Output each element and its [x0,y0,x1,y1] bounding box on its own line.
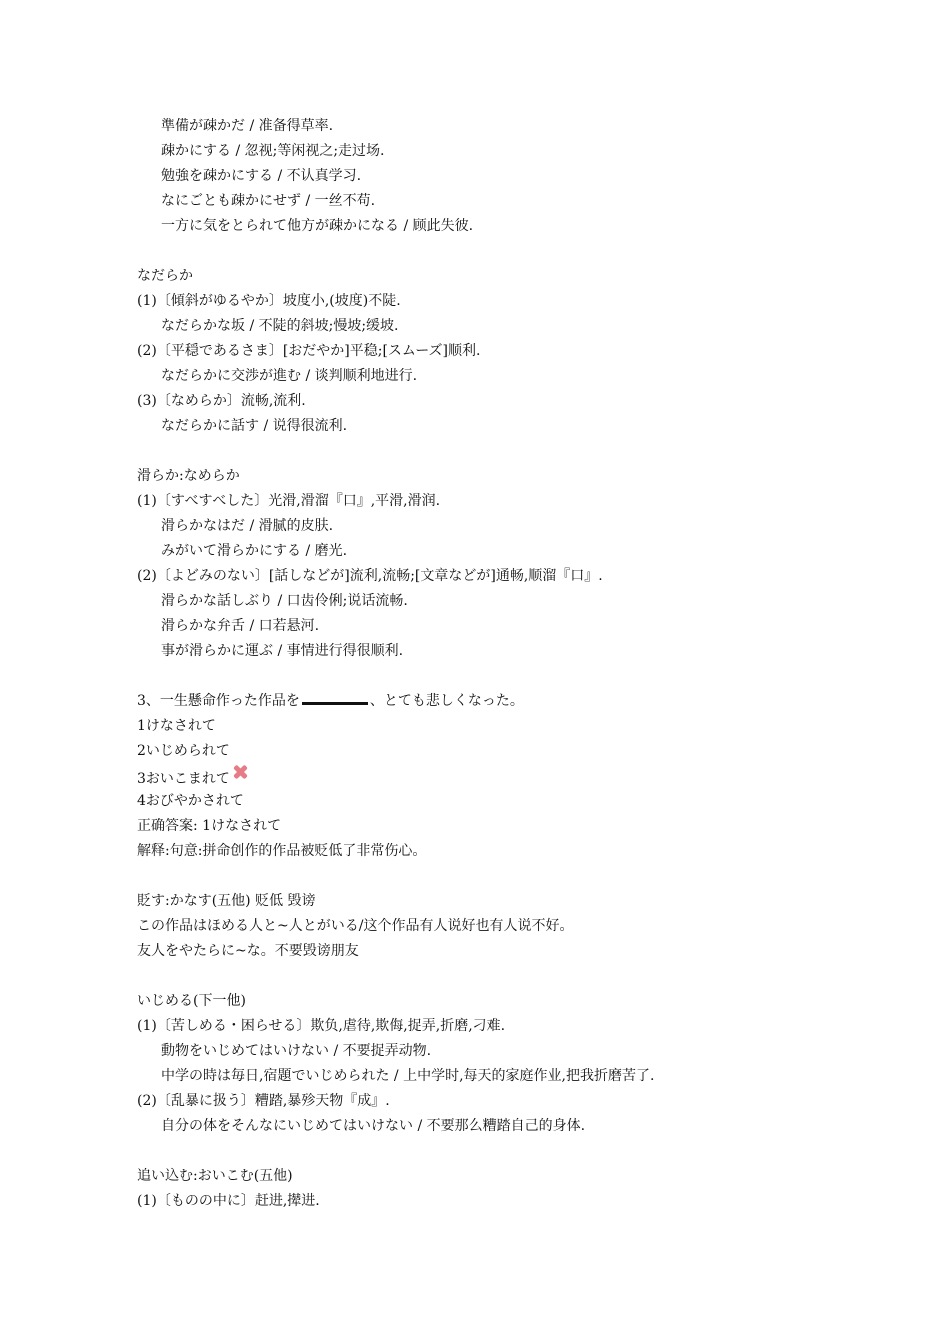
explanation: 解释:句意:拼命创作的作品被贬低了非常伤心。 [137,843,427,859]
example-line: この作品はほめる人と~人とがいる/这个作品有人说好也有人说不好。 [137,918,574,934]
example-line: 疎かにする / 忽视;等闲视之;走过场. [161,143,385,159]
spacer [137,1139,917,1164]
spacer [137,664,917,689]
sense-line: (2)〔乱暴に扱う〕糟踏,暴殄天物『成』. [137,1093,390,1109]
option-3 [137,764,917,789]
option-3-label: 3おいこまれて [137,771,230,787]
option-4: 4おびやかされて [137,793,244,809]
document-body [137,114,917,1214]
sense-line: (1)〔苦しめる・困らせる〕欺负,虐待,欺侮,捉弄,折磨,刁难. [137,1018,506,1034]
sense-line: (1)〔傾斜がゆるやか〕坡度小,(坡度)不陡. [137,293,401,309]
example-line: なだらかに話す / 说得很流利. [161,418,348,434]
option-2: 2いじめられて [137,743,230,759]
example-line: なだらかな坂 / 不陡的斜坡;慢坡;缓坡. [161,318,399,334]
question-stem-after: 、とても悲しくなった。 [369,693,524,709]
entry-heading-kenasu: 貶す:かなす(五他) 贬低 毁谤 [137,893,316,909]
example-line: みがいて滑らかにする / 磨光. [161,543,348,559]
sense-line: (1)〔すべすべした〕光滑,滑溜『口』,平滑,滑润. [137,493,441,509]
spacer [137,864,917,889]
cross-mark-icon [232,764,248,780]
example-line: 友人をやたらに~な。不要毁谤朋友 [137,943,359,959]
entry-heading-nadaraka: なだらか [137,268,193,284]
example-line: 自分の体をそんなにいじめてはいけない / 不要那么糟踏自己的身体. [161,1118,586,1134]
correct-answer: 正确答案: 1けなされて [137,818,282,834]
sense-line: (2)〔平穏であるさま〕[おだやか]平稳;[スムーズ]顺利. [137,343,481,359]
sense-line: (3)〔なめらか〕流畅,流利. [137,393,306,409]
spacer [137,964,917,989]
example-line: 中学の時は毎日,宿題でいじめられた / 上中学时,每天的家庭作业,把我折磨苦了. [161,1068,655,1084]
example-line: 準備が疎かだ / 准备得草率. [161,118,334,134]
answer-blank [302,690,368,705]
example-line: 滑らかなはだ / 滑腻的皮肤. [161,518,334,534]
entry-heading-ijimeru: いじめる(下一他) [137,993,246,1009]
question-stem [137,689,917,714]
example-line: 事が滑らかに運ぶ / 事情进行得很顺利. [161,643,404,659]
spacer [137,439,917,464]
example-line: 動物をいじめてはいけない / 不要捉弄动物. [161,1043,432,1059]
example-line: 滑らかな話しぶり / 口齿伶俐;说话流畅. [161,593,408,609]
spacer [137,239,917,264]
example-line: 勉強を疎かにする / 不认真学习. [161,168,362,184]
example-line: 滑らかな弁舌 / 口若悬河. [161,618,320,634]
sense-line: (1)〔ものの中に〕赶进,撵进. [137,1193,320,1209]
question-stem-before: 3、一生懸命作った作品を [137,693,300,709]
example-line: 一方に気をとられて他方が疎かになる / 顾此失彼. [161,218,474,234]
entry-heading-nameraka: 滑らか:なめらか [137,468,240,484]
example-line: なにごとも疎かにせず / 一丝不苟. [161,193,376,209]
entry-heading-oikomu: 追い込む:おいこむ(五他) [137,1168,293,1184]
option-1: 1けなされて [137,718,216,734]
sense-line: (2)〔よどみのない〕[話しなどが]流利,流畅;[文章などが]通畅,顺溜『口』. [137,568,603,584]
example-line: なだらかに交渉が進む / 谈判顺利地进行. [161,368,418,384]
